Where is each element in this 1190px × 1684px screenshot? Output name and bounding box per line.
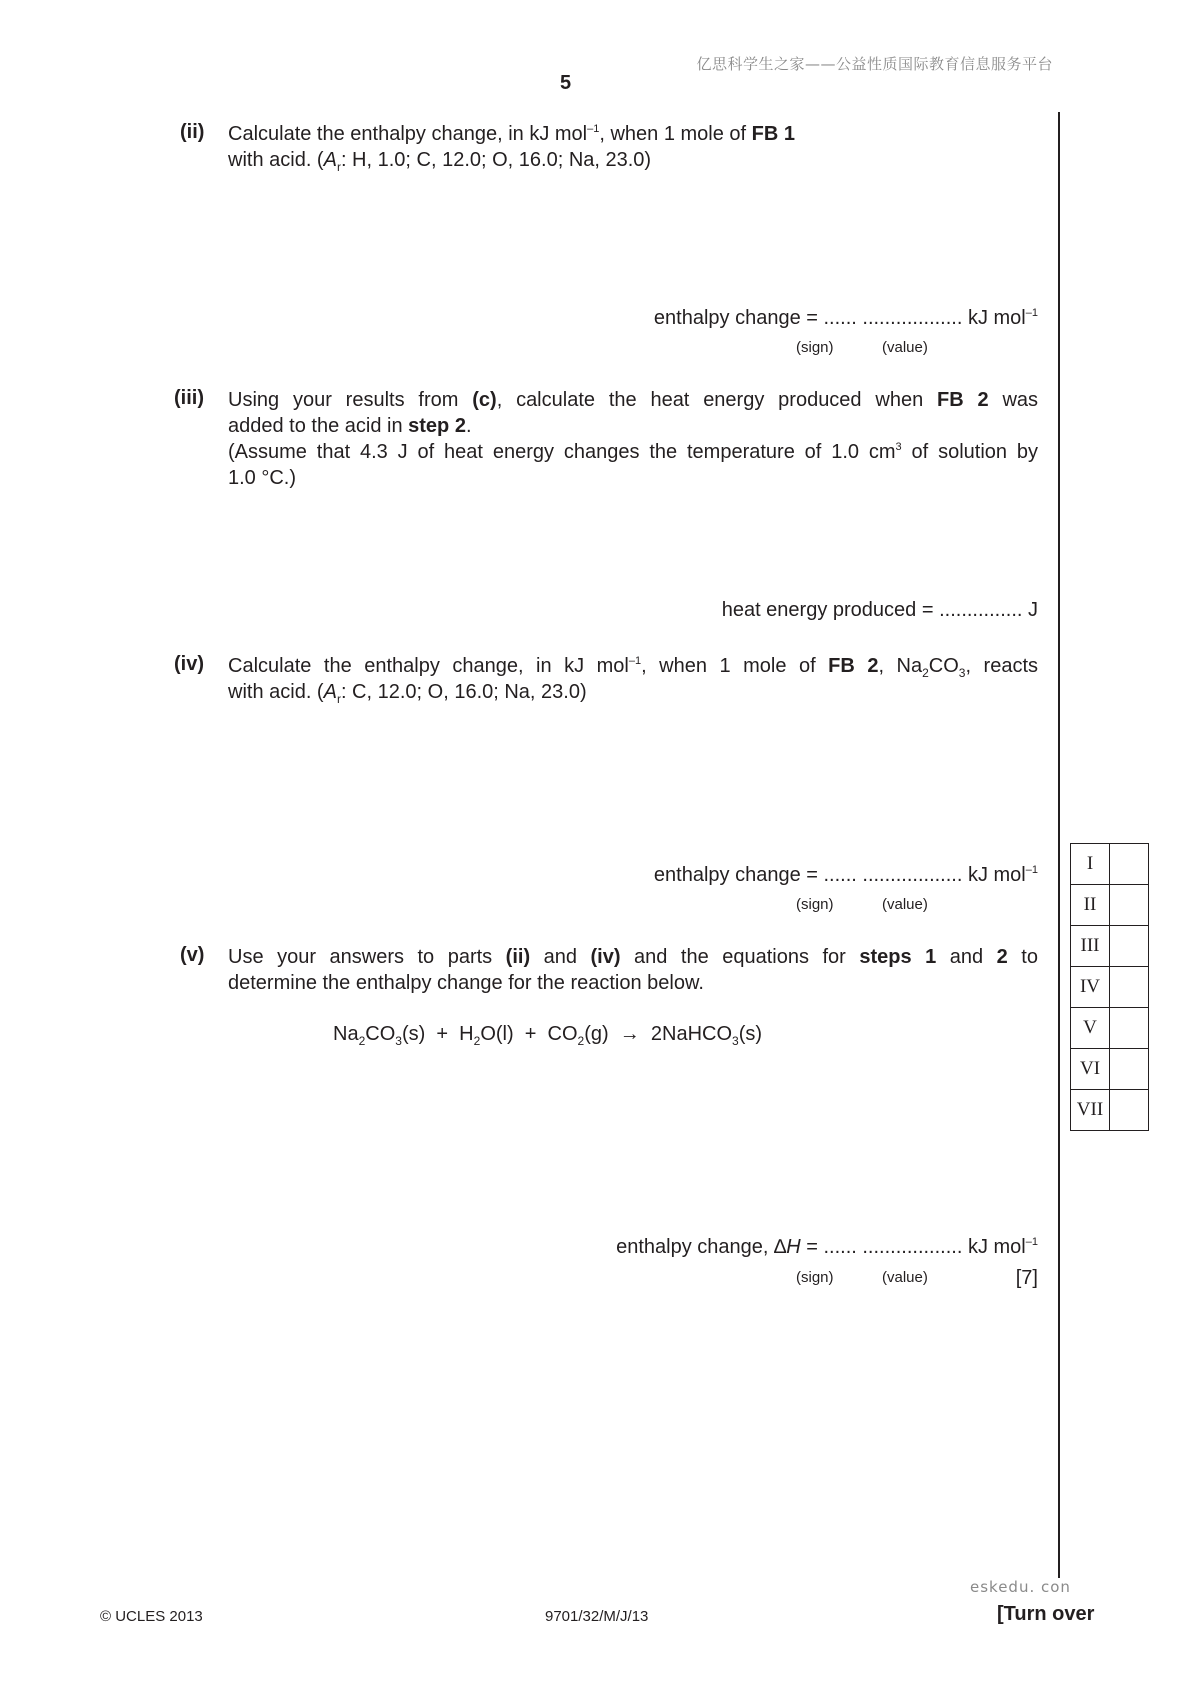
marks-total: [7] <box>1015 1267 1038 1289</box>
mark-label: II <box>1071 885 1110 926</box>
mark-row <box>1071 844 1149 885</box>
mark-box <box>1110 1008 1149 1049</box>
turn-over: [Turn over <box>997 1603 1095 1625</box>
question-iv-text <box>228 653 1038 705</box>
mark-box <box>1110 967 1149 1008</box>
question-iv-line1: Calculate the enthalpy change, in kJ mol$^{-1}$, when 1 mole of FB 2, $Na_2CO_3$, reacts <box>228 655 1038 680</box>
copyright: © UCLES 2013 <box>100 1608 203 1625</box>
mark-row <box>1071 885 1149 926</box>
question-ii-line2: with acid. ($A_r$: H, 1.0; C, 12.0; O, 16.0; Na, 23.0) <box>228 149 652 174</box>
question-ii-line1: Calculate the enthalpy change, in kJ mol$^{-1}$, when 1 mole of FB 1 <box>228 123 796 145</box>
mark-row <box>1071 1049 1149 1090</box>
sign-caption: (sign) <box>796 1269 834 1286</box>
question-number-iv: (iv) <box>174 653 204 675</box>
sign-caption: (sign) <box>796 896 834 913</box>
reaction-equation: $Na_2CO_3(s) + H_2O(l) + CO_2(g)$ → 2NaHCO$_3$(s) <box>333 1023 763 1048</box>
answer-line-iii: heat energy produced = ............... J <box>721 599 1038 621</box>
mark-row <box>1071 1090 1149 1131</box>
answer-line-ii: enthalpy change = ...... .................. kJ mol$^{-1}$ <box>653 307 1038 329</box>
value-caption: (value) <box>882 1269 928 1286</box>
question-iii-text <box>228 387 1038 491</box>
mark-box <box>1110 885 1149 926</box>
mark-label: IV <box>1071 967 1110 1008</box>
mark-label: VII <box>1071 1090 1110 1131</box>
sign-caption: (sign) <box>796 339 834 356</box>
mark-box <box>1110 1090 1149 1131</box>
mark-label: V <box>1071 1008 1110 1049</box>
margin-line <box>1058 112 1060 1578</box>
question-ii-text <box>228 121 1040 173</box>
mark-box <box>1110 1049 1149 1090</box>
page-number: 5 <box>560 72 572 94</box>
mark-box <box>1110 926 1149 967</box>
answer-line-v: enthalpy change, ∆H = ...... .................. kJ mol$^{-1}$ <box>616 1236 1038 1258</box>
mark-label: III <box>1071 926 1110 967</box>
value-caption: (value) <box>882 339 928 356</box>
question-v-text <box>228 944 1038 996</box>
paper-code: 9701/32/M/J/13 <box>545 1608 649 1625</box>
question-number-v: (v) <box>180 944 205 966</box>
question-number-ii: (ii) <box>180 121 205 143</box>
mark-label: VI <box>1071 1049 1110 1090</box>
question-iii-line1: Using your results from (c), calculate the heat energy produced when FB 2 was <box>228 389 1039 411</box>
mark-row <box>1071 926 1149 967</box>
mark-label: I <box>1071 844 1110 885</box>
mark-row <box>1071 967 1149 1008</box>
question-v-line2: determine the enthalpy change for the reaction below. <box>228 972 704 994</box>
question-iii-line3: (Assume that 4.3 J of heat energy changes the temperature of 1.0 $cm^3$ of solution by <box>228 441 1038 463</box>
question-iii-line2: added to the acid in step 2. <box>228 415 472 437</box>
question-iii-line4: 1.0 °C.) <box>228 467 297 489</box>
answer-line-iv: enthalpy change = ...... .................. kJ mol$^{-1}$ <box>653 864 1038 886</box>
question-iv-line2: with acid. ($A_r$: C, 12.0; O, 16.0; Na, 23.0) <box>228 681 587 706</box>
question-number-iii: (iii) <box>174 387 204 409</box>
header-watermark: 亿思科学生之家——公益性质国际教育信息服务平台 <box>696 55 1053 73</box>
examiner-mark-boxes <box>1070 843 1149 1131</box>
mark-box <box>1110 844 1149 885</box>
mark-row <box>1071 1008 1149 1049</box>
value-caption: (value) <box>882 896 928 913</box>
footer-watermark: eskedu. con <box>970 1578 1071 1596</box>
question-v-line1: Use your answers to parts (ii) and (iv) and the equations for steps 1 and 2 to <box>228 946 1038 968</box>
